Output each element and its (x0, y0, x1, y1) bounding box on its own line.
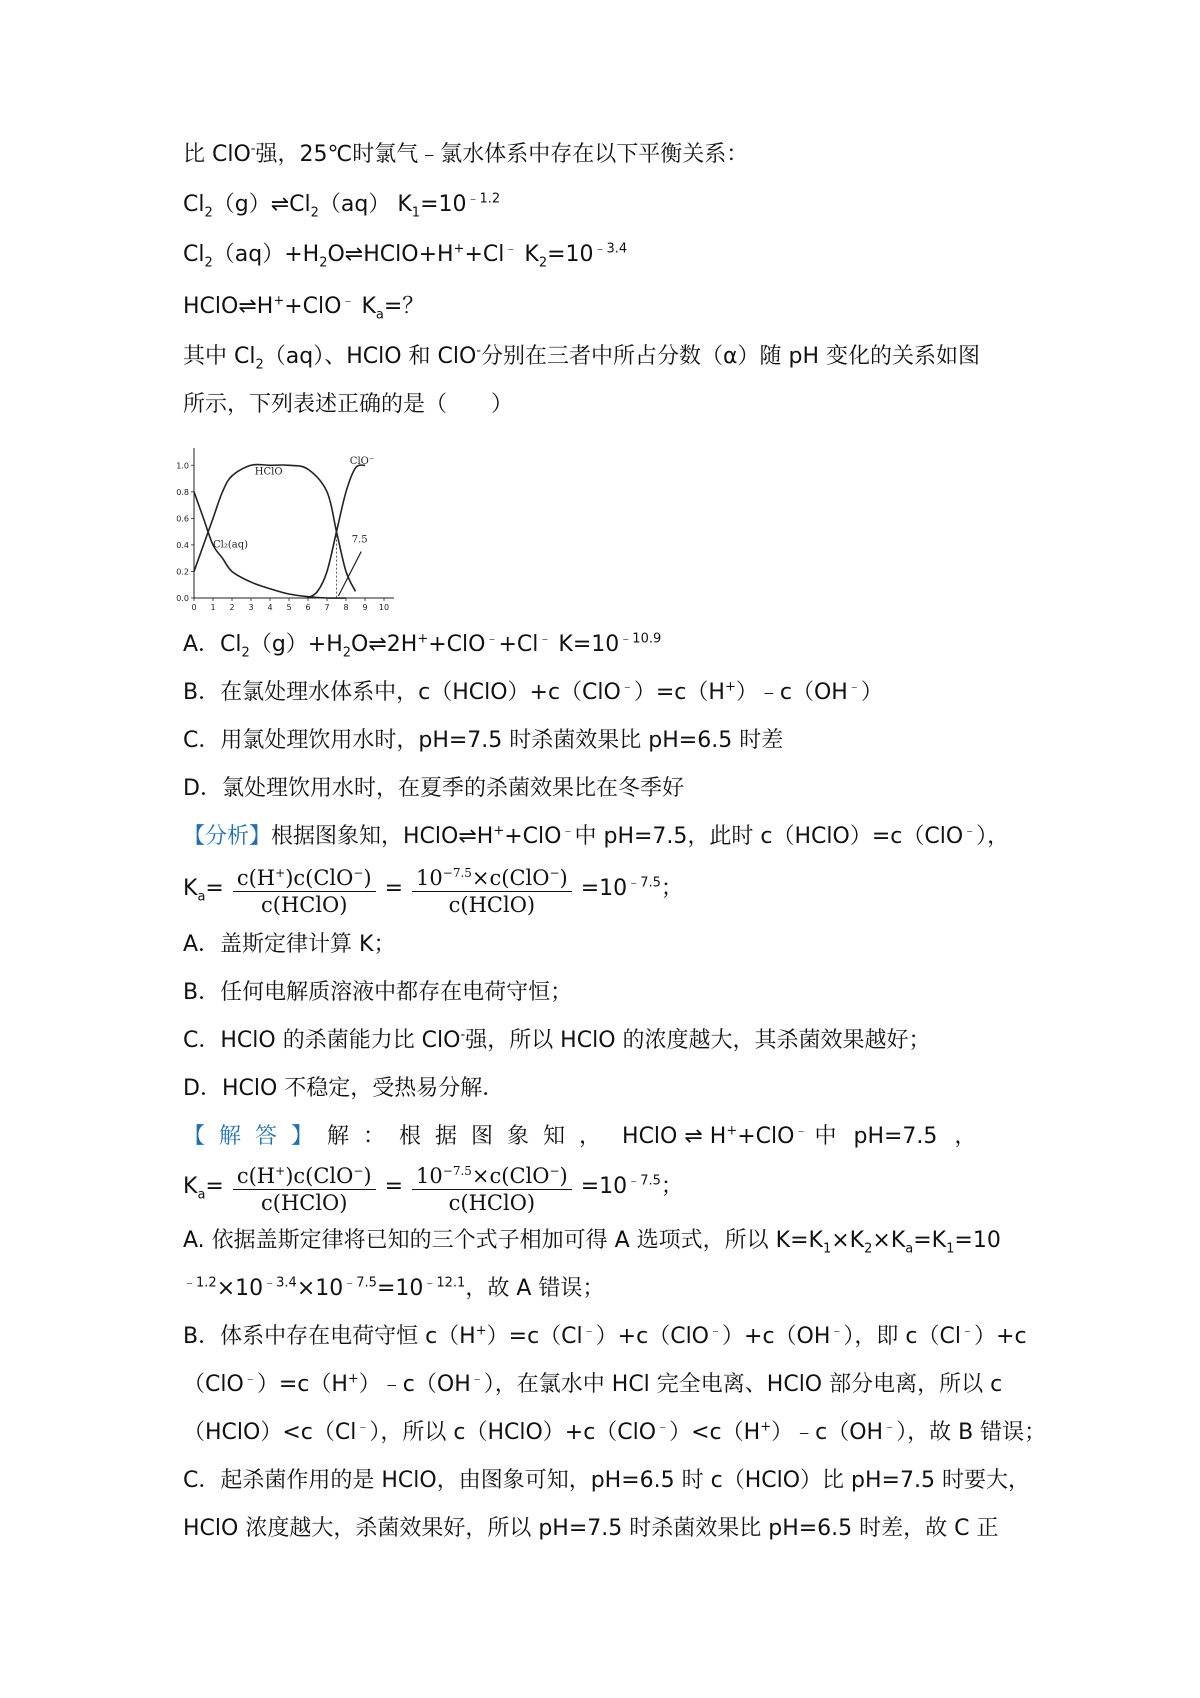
x-tick-label: 5 (286, 603, 292, 612)
x-tick-label: 0 (191, 603, 197, 612)
fraction-1: $\frac{c(H^+)c(ClO^-)}{\text{c(HClO)}}$ (233, 860, 376, 918)
answer-a-line-1: A. 依据盖斯定律将已知的三个式子相加可得 A 选项式，所以 $K=K_1\times K_2\times K_a=K_1=10$ (183, 1228, 1001, 1257)
equilibrium-1: $Cl_2(g)\rightleftharpoons Cl_2(aq)$ $K_1=10^{﹣1.2}$ (183, 191, 501, 221)
x-tick-label: 10 (378, 603, 390, 612)
answer-b-line-3: （HClO）<c（Cl﹣），所以 c（HClO）+c（ClO﹣）<c（H+）﹣c（OH﹣），故 B 错误； (183, 1419, 1047, 1445)
analysis-point-a: A．盖斯定律计算 K； (183, 932, 396, 957)
equilibrium-2: $Cl_2(aq)+H_2O\rightleftharpoons HClO+H^++Cl^﹣$ $K_2=10^{﹣3.4}$ (183, 241, 628, 271)
x-tick-label: 9 (362, 603, 368, 612)
y-tick-label: 0.8 (176, 487, 189, 497)
x-tick-label: 8 (343, 603, 349, 612)
fraction-2: $\frac{10^{-7.5}\times c(ClO^-)}{\text{c(HClO)}}$ (412, 860, 572, 918)
analysis-tag: 【分析】 (183, 824, 272, 849)
chart-curves (194, 464, 365, 598)
statement-line-6: 所示，下列表述正确的是（ ） (183, 392, 514, 417)
fraction-vs-ph-chart (174, 440, 434, 618)
statement-line-1: 比 ClO-强，25℃时氯气﹣氯水体系中存在以下平衡关系： (183, 141, 749, 167)
x-tick-label: 7 (324, 603, 330, 612)
analysis-ka-formula: $K_a=$ $\frac{c(H^+)c(ClO^-)}{\text{c(HClO)}}$ = $\frac{10^{-7.5}\times c(ClO^-)}{\text{c(HClO)}}$ $=10^{﹣7.5}$； (183, 860, 683, 918)
answer-ka-formula: $K_a=$ $\frac{c(H^+)c(ClO^-)}{\text{c(HClO)}}$ = $\frac{10^{-7.5}\times c(ClO^-)}{\text{c(HClO)}}$ $=10^{﹣7.5}$； (183, 1158, 683, 1216)
statement-line-5: 其中 $Cl_2(aq)$、HClO 和 ClO-分别在三者中所占分数（α）随 pH 变化的关系如图 (183, 343, 981, 373)
y-tick-label: 1.0 (176, 461, 189, 471)
x-tick-label: 4 (267, 603, 273, 612)
y-tick-label: 0.4 (176, 540, 189, 550)
y-tick-label: 0.0 (176, 594, 189, 603)
fraction-3: $\frac{c(H^+)c(ClO^-)}{\text{c(HClO)}}$ (233, 1158, 376, 1216)
x-tick-label: 2 (229, 603, 235, 612)
label-7-5: 7.5 (351, 534, 368, 546)
answer-tag: 【解答】 (183, 1124, 328, 1149)
answer-line-1: 【解答】解：根据图象知， HClO ⇌ H++ClO﹣ 中 pH=7.5 ， (183, 1123, 977, 1149)
analysis-point-d: D．HClO 不稳定，受热易分解． (183, 1076, 505, 1101)
answer-c-line-2: HClO 浓度越大，杀菌效果好，所以 pH=7.5 时杀菌效果比 pH=6.5 时差，故 C 正 (183, 1516, 999, 1541)
label-clo-minus: ClO⁻ (349, 455, 375, 467)
option-d: D．氯处理饮用水时，在夏季的杀菌效果比在冬季好 (183, 776, 684, 801)
option-a: A．$Cl_2(g)+H_2O\rightleftharpoons 2H^++ClO^﹣+Cl^﹣$ $K=10^{﹣10.9}$ (183, 631, 662, 661)
clo-minus-curve (308, 465, 365, 598)
y-tick-label: 0.2 (176, 567, 189, 577)
answer-b-line-1: B．体系中存在电荷守恒 c（H+）=c（Cl﹣）+c（ClO﹣）+c（OH﹣），即 c（Cl﹣）+c (183, 1323, 1027, 1349)
option-b: B．在氯处理水体系中，c（HClO）+c（ClO﹣）=c（H+）﹣c（OH﹣） (183, 679, 883, 705)
analysis-point-b: B．任何电解质溶液中都存在电荷守恒； (183, 980, 573, 1005)
x-tick-label: 3 (248, 603, 254, 612)
answer-b-line-2: （ClO﹣）=c（H+）﹣c（OH﹣），在氯水中 HCl 完全电离、HClO 部分电离，所以 c (183, 1371, 1003, 1397)
option-c: C．用氯处理饮用水时，pH=7.5 时杀菌效果比 pH=6.5 时差 (183, 728, 784, 753)
hclo-curve (194, 464, 356, 591)
x-tick-label: 1 (210, 603, 216, 612)
x-tick-label: 6 (305, 603, 311, 612)
analysis-point-c: C．HClO 的杀菌能力比 ClO-强，所以 HClO 的浓度越大，其杀菌效果越好； (183, 1027, 931, 1053)
chart-labels (213, 456, 374, 551)
analysis-line-1: 【分析】根据图象知，HClO⇌H++ClO﹣中 pH=7.5，此时 c（HClO）=c（ClO﹣）， (183, 823, 1010, 849)
answer-c-line-1: C．起杀菌作用的是 HClO，由图象可知，pH=6.5 时 c（HClO）比 pH=7.5 时要大， (183, 1468, 1030, 1493)
label-hclo: HClO (254, 466, 283, 478)
answer-a-line-2: $^{﹣1.2}\times 10^{﹣3.4}\times 10^{﹣7.5}=10^{﹣12.1}$，故 A 错误； (183, 1275, 605, 1301)
fraction-4: $\frac{10^{-7.5}\times c(ClO^-)}{\text{c(HClO)}}$ (412, 1158, 572, 1216)
y-tick-label: 0.6 (176, 514, 189, 524)
label-cl2-aq: Cl₂(aq) (213, 539, 249, 551)
equilibrium-3: HClO⇌H++ClO﹣ $K_a=$？ (183, 293, 425, 323)
